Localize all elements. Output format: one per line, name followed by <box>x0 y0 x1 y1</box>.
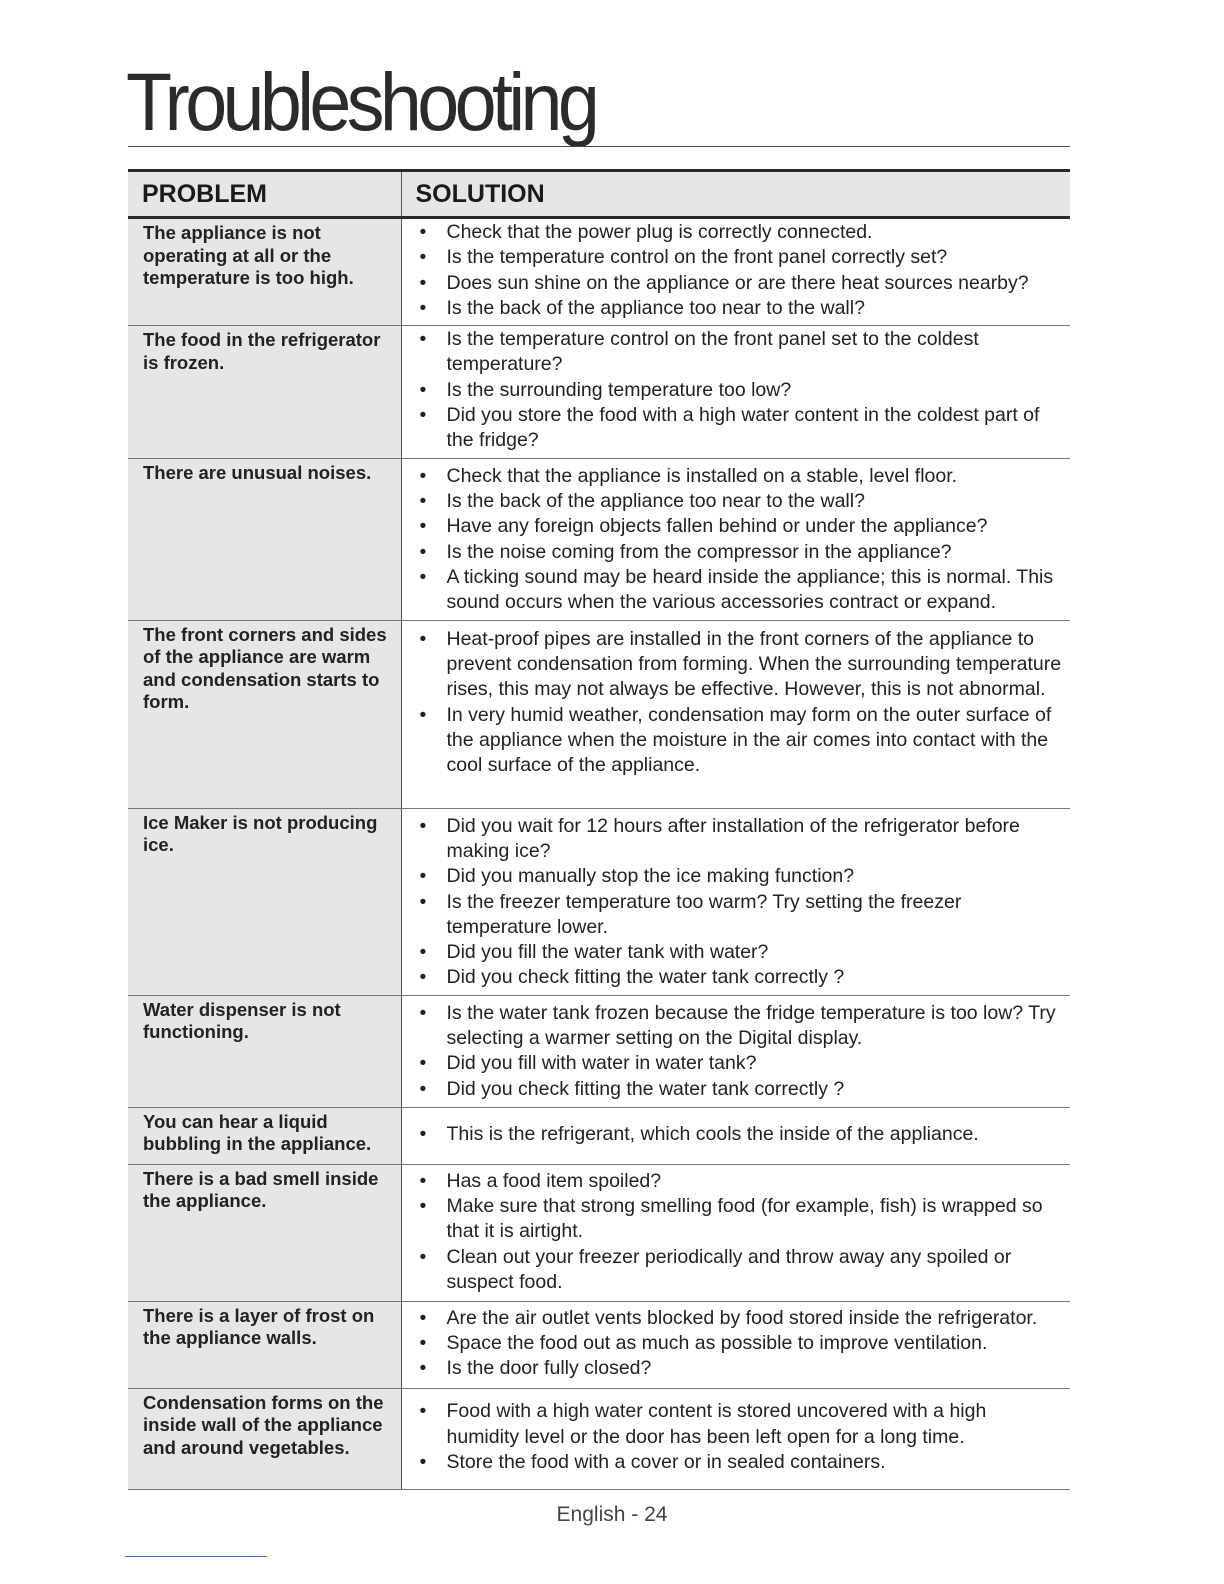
bullet-icon: • <box>419 565 427 588</box>
problem-cell: Condensation forms on the inside wall of the appliance and around vegetables. <box>128 1388 401 1489</box>
problem-cell: The food in the refrigerator is frozen. <box>128 326 401 458</box>
table-row <box>128 1388 1070 1489</box>
solution-text: Is the back of the appliance too near to the wall? <box>446 296 865 319</box>
solution-item <box>416 965 1063 990</box>
solution-text: Is the temperature control on the front panel set to the coldest temperature? <box>446 328 979 376</box>
table-row <box>128 995 1070 1107</box>
bullet-icon: • <box>419 1357 427 1380</box>
solution-item <box>416 1194 1063 1245</box>
solution-text: Did you fill with water in water tank? <box>446 1052 757 1075</box>
solution-text: Is the water tank frozen because the fridge temperature is too low? Try selecting a warmer setting on the Digital display. <box>446 1001 1056 1050</box>
solution-text: Is the door fully closed? <box>446 1357 652 1380</box>
bullet-icon: • <box>419 1400 427 1423</box>
solution-item <box>416 1331 1063 1356</box>
solution-text: Is the temperature control on the front panel correctly set? <box>446 246 948 269</box>
solution-text: Does sun shine on the appliance or are there heat sources nearby? <box>446 271 1029 294</box>
solution-item <box>416 327 1063 378</box>
table-row <box>128 218 1070 326</box>
solution-item <box>416 864 1063 889</box>
solution-item <box>416 220 1063 245</box>
solution-item <box>416 403 1063 454</box>
bullet-icon: • <box>419 515 427 538</box>
solution-cell <box>401 218 1070 326</box>
bullet-icon: • <box>419 814 427 837</box>
problem-cell: The front corners and sides of the appliance are warm and condensation starts to form. <box>128 620 401 808</box>
bullet-icon: • <box>419 296 427 319</box>
solution-text: Did you manually stop the ice making function? <box>446 865 855 888</box>
solution-item <box>416 814 1063 865</box>
decorative-line <box>125 1556 267 1557</box>
solution-item <box>416 1450 1063 1475</box>
bullet-icon: • <box>419 1077 427 1100</box>
solution-cell <box>401 1107 1070 1164</box>
solution-cell <box>401 808 1070 995</box>
problem-cell: There are unusual noises. <box>128 458 401 620</box>
solution-text: This is the refrigerant, which cools the inside of the appliance. <box>446 1122 979 1145</box>
problem-cell: You can hear a liquid bubbling in the appliance. <box>128 1107 401 1164</box>
solution-text: Is the noise coming from the compressor in the appliance? <box>446 540 952 563</box>
bullet-icon: • <box>419 1001 427 1024</box>
solution-cell <box>401 1301 1070 1388</box>
solution-item <box>416 1001 1063 1052</box>
solution-item <box>416 890 1063 941</box>
bullet-icon: • <box>419 404 427 427</box>
page-footer: English - 24 <box>556 1503 668 1526</box>
solution-item <box>416 540 1063 565</box>
bullet-icon: • <box>419 246 427 269</box>
solution-item <box>416 1051 1063 1076</box>
bullet-icon: • <box>419 1245 427 1268</box>
title-divider <box>128 146 1070 147</box>
problem-cell: Water dispenser is not functioning. <box>128 995 401 1107</box>
solution-item <box>416 627 1063 703</box>
solution-cell <box>401 1164 1070 1301</box>
problem-cell: Ice Maker is not producing ice. <box>128 808 401 995</box>
solution-item <box>416 271 1063 296</box>
bullet-icon: • <box>419 865 427 888</box>
solution-text: Are the air outlet vents blocked by food stored inside the refrigerator. <box>446 1306 1038 1329</box>
table-header-row <box>128 171 1070 218</box>
solution-cell <box>401 1388 1070 1489</box>
bullet-icon: • <box>419 1169 427 1192</box>
solution-text: Clean out your freezer periodically and throw away any spoiled or suspect food. <box>446 1245 1012 1293</box>
solution-text: Check that the appliance is installed on a stable, level floor. <box>446 464 958 487</box>
table-row <box>128 1164 1070 1301</box>
table-row <box>128 1107 1070 1164</box>
solution-item <box>416 1077 1063 1102</box>
bullet-icon: • <box>419 703 427 726</box>
solution-item <box>416 296 1063 321</box>
solution-text: Did you check fitting the water tank correctly ? <box>446 1077 845 1100</box>
solution-text: Did you check fitting the water tank correctly ? <box>446 966 845 989</box>
bullet-icon: • <box>419 464 427 487</box>
solution-text: Did you wait for 12 hours after installation of the refrigerator before making ice? <box>446 814 1020 862</box>
solution-item <box>416 1169 1063 1194</box>
solution-text: Store the food with a cover or in sealed containers. <box>446 1450 886 1473</box>
bullet-icon: • <box>419 1195 427 1218</box>
solution-column-header: SOLUTION <box>401 171 1070 218</box>
troubleshooting-table <box>128 169 1070 1490</box>
solution-cell <box>401 326 1070 458</box>
solution-text: Did you fill the water tank with water? <box>446 941 769 964</box>
bullet-icon: • <box>419 941 427 964</box>
solution-text: Heat-proof pipes are installed in the front corners of the appliance to prevent condensation from forming. When the surrounding temperature rises, this may not always be effective. However, this is not abnormal. <box>446 627 1062 701</box>
solution-text: Is the back of the appliance too near to the wall? <box>446 489 865 512</box>
bullet-icon: • <box>419 1052 427 1075</box>
solution-text: Check that the power plug is correctly connected. <box>446 221 873 243</box>
bullet-icon: • <box>419 540 427 563</box>
solution-item <box>416 1356 1063 1381</box>
solution-cell <box>401 995 1070 1107</box>
solution-cell <box>401 458 1070 620</box>
solution-text: A ticking sound may be heard inside the appliance; this is normal. This sound occurs when the various accessories contract or expand. <box>446 565 1054 614</box>
bullet-icon: • <box>419 221 427 243</box>
solution-item <box>416 940 1063 965</box>
solution-item <box>416 1122 1063 1147</box>
solution-item <box>416 565 1063 616</box>
solution-text: Is the surrounding temperature too low? <box>446 378 792 401</box>
bullet-icon: • <box>419 966 427 989</box>
solution-text: Is the freezer temperature too warm? Try setting the freezer temperature lower. <box>446 890 962 938</box>
bullet-icon: • <box>419 890 427 913</box>
solution-item <box>416 514 1063 539</box>
problem-cell: There is a bad smell inside the appliance. <box>128 1164 401 1301</box>
solution-text: Has a food item spoiled? <box>446 1169 662 1192</box>
solution-text: In very humid weather, condensation may form on the outer surface of the appliance when the moisture in the air comes into contact with the cool surface of the appliance. <box>446 703 1052 777</box>
bullet-icon: • <box>419 271 427 294</box>
solution-item <box>416 245 1063 270</box>
solution-text: Did you store the food with a high water content in the coldest part of the fridge? <box>446 404 1040 452</box>
solution-item <box>416 703 1063 779</box>
problem-column-header: PROBLEM <box>128 171 401 218</box>
page-title: Troubleshooting <box>126 57 596 148</box>
table-row <box>128 1301 1070 1388</box>
table-row <box>128 620 1070 808</box>
solution-cell <box>401 620 1070 808</box>
solution-item <box>416 489 1063 514</box>
solution-text: Have any foreign objects fallen behind or under the appliance? <box>446 515 988 538</box>
bullet-icon: • <box>419 328 427 351</box>
solution-item <box>416 1245 1063 1296</box>
bullet-icon: • <box>419 1122 427 1145</box>
solution-item <box>416 1399 1063 1450</box>
table-row <box>128 326 1070 458</box>
bullet-icon: • <box>419 378 427 401</box>
table-row <box>128 808 1070 995</box>
bullet-icon: • <box>419 1450 427 1473</box>
problem-cell: There is a layer of frost on the appliance walls. <box>128 1301 401 1388</box>
bullet-icon: • <box>419 489 427 512</box>
bullet-icon: • <box>419 1306 427 1329</box>
problem-cell: The appliance is not operating at all or the temperature is too high. <box>128 218 401 326</box>
solution-item <box>416 378 1063 403</box>
table-row <box>128 458 1070 620</box>
bullet-icon: • <box>419 627 427 650</box>
solution-text: Space the food out as much as possible to improve ventilation. <box>446 1332 988 1355</box>
solution-item <box>416 464 1063 489</box>
solution-text: Make sure that strong smelling food (for example, fish) is wrapped so that it is airtight. <box>446 1195 1043 1243</box>
bullet-icon: • <box>419 1332 427 1355</box>
solution-text: Food with a high water content is stored uncovered with a high humidity level or the door has been left open for a long time. <box>446 1400 987 1448</box>
solution-item <box>416 1306 1063 1331</box>
